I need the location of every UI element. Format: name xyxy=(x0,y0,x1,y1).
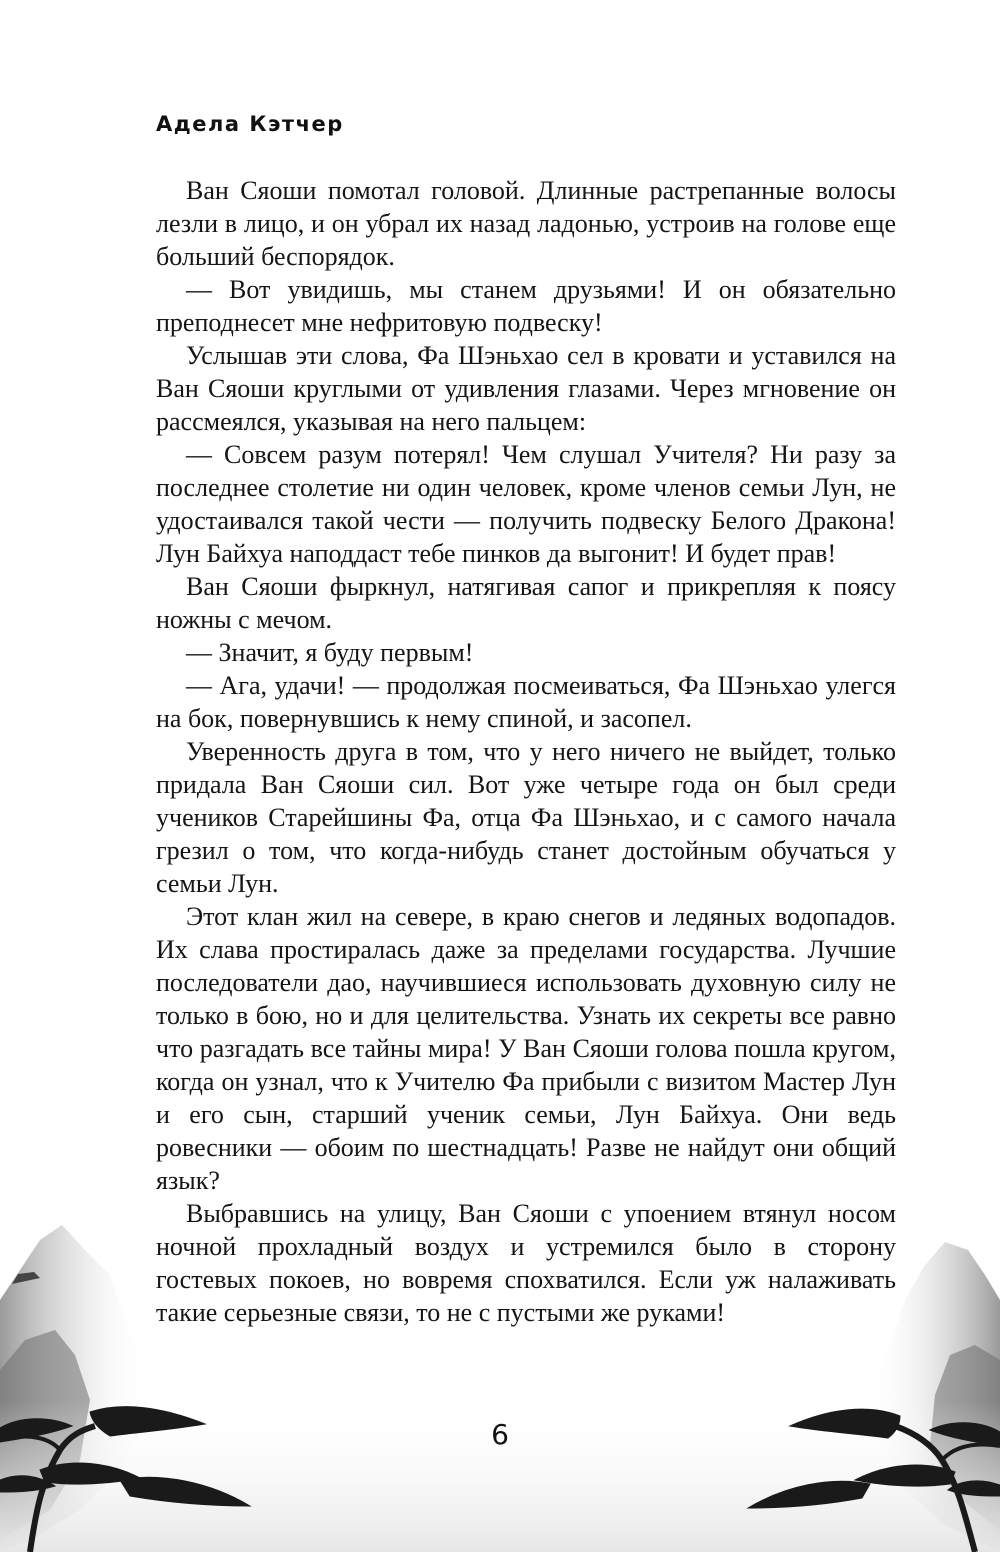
paragraph: Услышав эти слова, Фа Шэньхао сел в кровати и уставился на Ван Сяоши круглыми от удивления глазами. Через мгновение он рассмеялся, указывая на него пальцем: xyxy=(156,341,896,436)
paragraph: Уверенность друга в том, что у него ничего не выйдет, только придала Ван Сяоши сил. Вот уже четыре года он был среди учеников Старейшины Фа, отца Фа Шэньхао, и с самого начала грезил о том, что когда-нибудь станет достойным обучаться у семьи Лун. xyxy=(156,737,896,898)
paragraph: — Значит, я буду первым! xyxy=(186,638,474,667)
paragraph: Этот клан жил на севере, в краю снегов и ледяных водопадов. Их слава простиралась даже за пределами государства. Лучшие последователи дао, научившиеся использовать духовную силу не только в бою, но и для целительства. Узнать их секреты все равно что разгадать все тайны мира! У Ван Сяоши голова пошла кругом, когда он узнал, что к Учителю Фа прибыли с визитом Мастер Лун и его сын, старший ученик семьи, Лун Байхуа. Они ведь ровесники — обоим по шестнадцать! Разве не найдут они общий язык? xyxy=(156,902,896,1195)
paragraph: Выбравшись на улицу, Ван Сяоши с упоением втянул носом ночной прохладный воздух и устремился было в сторону гостевых покоев, но вовремя спохватился. Если уж налаживать такие серьезные связи, то не с пустыми же руками! xyxy=(156,1199,896,1327)
main-text xyxy=(156,174,896,1329)
paragraph: — Вот увидишь, мы станем друзьями! И он обязательно преподнесет мне нефритовую подвеску! xyxy=(156,275,896,337)
paragraph: — Совсем разум потерял! Чем слушал Учителя? Ни разу за последнее столетие ни один человек, кроме членов семьи Лун, не удостаивался такой чести — получить подвеску Белого Дракона! Лун Байхуа наподдаст тебе пинков да выгонит! И будет прав! xyxy=(156,440,896,568)
paragraph: — Ага, удачи! — продолжая посмеиваться, Фа Шэньхао улегся на бок, повернувшись к нему спиной, и засопел. xyxy=(156,671,896,733)
paragraph: Ван Сяоши фыркнул, натягивая сапог и прикрепляя к поясу ножны с мечом. xyxy=(156,572,896,634)
mountain-landscape-illustration xyxy=(0,1180,1000,1552)
page-number: 6 xyxy=(491,1418,509,1451)
running-header: Адела Кэтчер xyxy=(156,112,344,136)
paragraph: Ван Сяоши помотал головой. Длинные растрепанные волосы лезли в лицо, и он убрал их назад ладонью, устроив на голове еще больший беспорядок. xyxy=(156,176,896,271)
